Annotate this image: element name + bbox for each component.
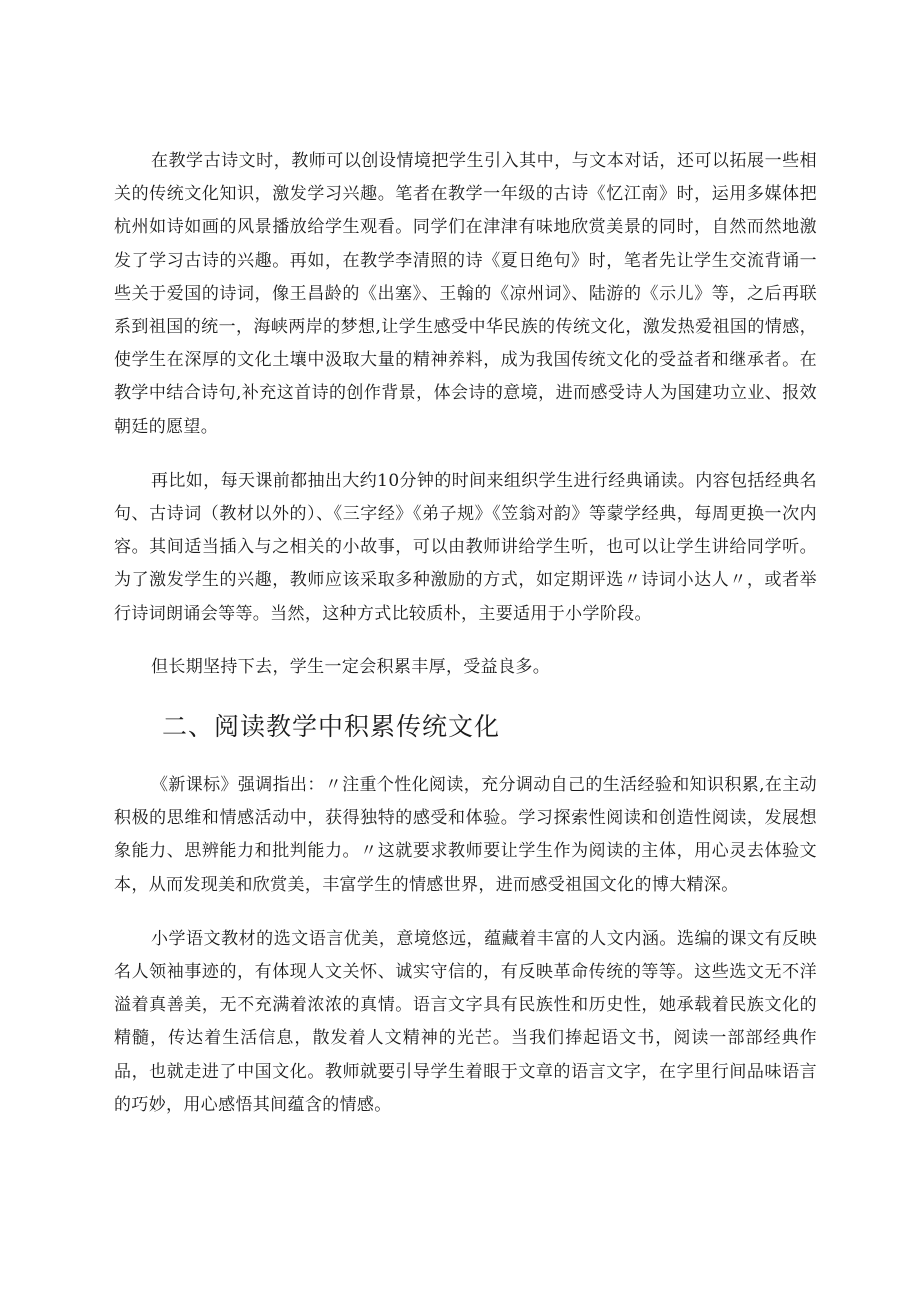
paragraph-classic-recitation: 再比如，每天课前都抽出大约10分钟的时间来组织学生进行经典诵读。内容包括经典名句、古诗词（教材以外的）、《三字经》《弟子规》《笠翁对韵》等蒙学经典，每周更换一次内容。其间适当插入与之相关的小故事，可以由教师讲给学生听，也可以让学生讲给同学听。为了激发学生的兴趣，教师应该采取多种激励的方式，如定期评选〃诗词小达人〃，或者举行诗词朗诵会等等。当然，这种方式比较质朴，主要适用于小学阶段。	[114, 470, 817, 624]
paragraph-curriculum-standard: 《新课标》强调指出：〃注重个性化阅读，充分调动自己的生活经验和知识积累,在主动积极的思维和情感活动中，获得独特的感受和体验。学习探索性阅读和创造性阅读，发展想象能力、思辨能力和批判能力。〃这就要求教师要让学生作为阅读的主体，用心灵去体验文本，从而发现美和欣赏美，丰富学生的情感世界，进而感受祖国文化的博大精深。	[114, 775, 817, 895]
document-page	[114, 145, 817, 1122]
paragraph-textbook-selection: 小学语文教材的选文语言优美，意境悠远，蕴藏着丰富的人文内涵。选编的课文有反映名人领袖事迹的，有体现人文关怀、诚实守信的，有反映革命传统的等等。这些选文无不洋溢着真善美，无不充满着浓浓的真情。语言文字具有民族性和历史性，她承载着民族文化的精髓，传达着生活信息，散发着人文精神的光芒。当我们捧起语文书，阅读一部部经典作品，也就走进了中国文化。教师就要引导学生着眼于文章的语言文字，在字里行间品味语言的巧妙，用心感悟其间蕴含的情感。	[114, 928, 817, 1115]
paragraph-long-term-persistence: 但长期坚持下去，学生一定会积累丰厚，受益良多。	[151, 656, 551, 677]
section-heading: 二、阅读教学中积累传统文化	[162, 712, 501, 742]
paragraph-ancient-poetry-teaching: 在教学古诗文时，教师可以创设情境把学生引入其中，与文本对话，还可以拓展一些相关的传统文化知识，激发学习兴趣。笔者在教学一年级的古诗《忆江南》时，运用多媒体把杭州如诗如画的风景播放给学生观看。同学们在津津有味地欣赏美景的同时，自然而然地激发了学习古诗的兴趣。再如，在教学李清照的诗《夏日绝句》时，笔者先让学生交流背诵一些关于爱国的诗词，像王昌龄的《出塞》、王翰的《凉州词》、陆游的《示儿》等，之后再联系到祖国的统一，海峡两岸的梦想,让学生感受中华民族的传统文化，激发热爱祖国的情感，使学生在深厚的文化土壤中汲取大量的精神养料，成为我国传统文化的受益者和继承者。在教学中结合诗句,补充这首诗的创作背景，体会诗的意境，进而感受诗人为国建功立业、报效朝廷的愿望。	[114, 151, 817, 437]
